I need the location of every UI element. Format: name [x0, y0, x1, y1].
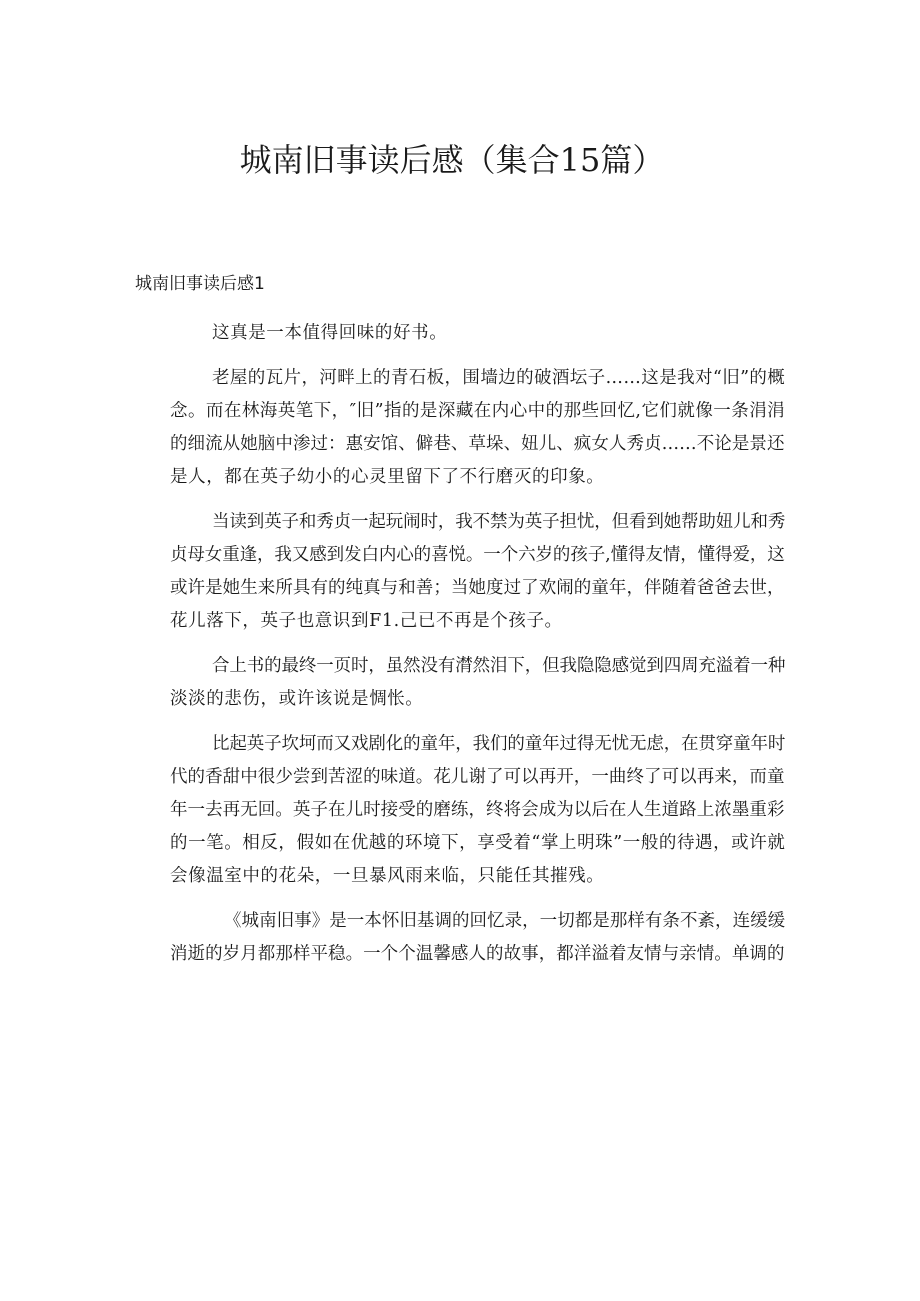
text-line: 贞母女重逢，我又感到发白内心的喜悦。一个六岁的孩子,懂得友情，懂得爱，这: [170, 545, 785, 565]
paragraph: [135, 317, 785, 350]
text-line: 的一笔。相反，假如在优越的环境下，享受着“掌上明珠”一般的待遇，或许就: [170, 833, 786, 853]
text-line: 老屋的瓦片，河畔上的青石板，围墙边的破酒坛子……这是我对“旧”的概: [212, 368, 786, 388]
text-line: 年一去再无回。英子在儿时接受的磨练，终将会成为以后在人生道路上浓墨重彩: [170, 800, 785, 820]
paragraph: [135, 362, 785, 494]
text-line: 《城南旧事》是一本怀旧基调的回忆录，一切都是那样有条不紊，连缓缓: [224, 911, 786, 931]
paragraph: [135, 506, 785, 638]
text-line: 消逝的岁月都那样平稳。一个个温馨感人的故事，都洋溢着友情与亲情。单调的: [170, 944, 785, 964]
paragraph: [135, 650, 785, 716]
text-line: 淡淡的悲伤，或许该说是惆怅。: [170, 689, 424, 709]
text-line: 当读到英子和秀贞一起玩闹时，我不禁为英子担忧，但看到她帮助妞儿和秀: [212, 512, 786, 532]
text-line: 合上书的最终一页时，虽然没有潸然泪下，但我隐隐感觉到四周充溢着一种: [212, 656, 786, 676]
paragraph: [135, 905, 785, 971]
text-line: 是人，都在英子幼小的心灵里留下了不行磨灭的印象。: [170, 467, 605, 487]
paragraph: [135, 728, 785, 893]
text-line: 代的香甜中很少尝到苦涩的味道。花儿谢了可以再开，一曲终了可以再来，而童: [170, 767, 785, 787]
text-line: 或许是她生来所具有的纯真与和善；当她度过了欢闹的童年，伴随着爸爸去世，: [170, 578, 785, 598]
text-line: 这真是一本值得回味的好书。: [212, 323, 448, 343]
body-text: [135, 317, 785, 971]
text-line: 的细流从她脑中渗过：惠安馆、僻巷、草垛、妞儿、疯女人秀贞……不论是景还: [170, 434, 785, 454]
text-line: 花儿落下，英子也意识到F1.己已不再是个孩子。: [170, 611, 563, 631]
section-heading: 城南旧事读后感1: [135, 274, 265, 294]
text-line: 比起英子坎坷而又戏剧化的童年，我们的童年过得无忧无虑，在贯穿童年时: [212, 734, 786, 754]
text-line: 会像温室中的花朵，一旦暴风雨来临，只能任其摧残。: [170, 866, 605, 886]
text-line: 念。而在林海英笔下，″旧”指的是深藏在内心中的那些回忆,它们就像一条涓涓: [170, 401, 786, 421]
document-title: 城南旧事读后感（集合15篇）: [239, 141, 665, 179]
